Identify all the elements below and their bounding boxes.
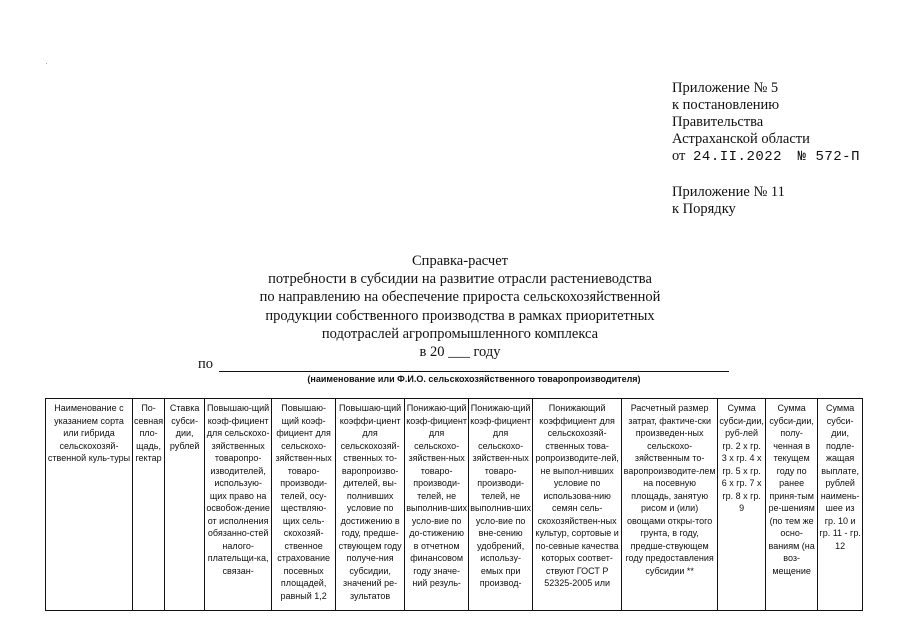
- table-header-cell: Повышаю-щий коэф-фициент для сельскохо-зяйствен-ных товаро-производи-телей, осу-ществляю-щих сель-скохозяй-ственное страхование посевных площадей, равный 1,2: [272, 399, 336, 611]
- title-line: подотраслей агропромышленного комплекса: [321, 325, 599, 342]
- annex-line: Правительства: [672, 114, 764, 130]
- resolution-date: 24.II.2022: [693, 149, 783, 165]
- scan-speck: [46, 63, 47, 64]
- table-header-cell: Повышаю-щий коэффи-циент для сельскохозяй-ственных то-варопроизво-дителей, вы-полнивших условие по достижению в году, предше-ствующем году получе-ния субсидии, значений ре-зультатов: [336, 399, 405, 611]
- table-header-cell: Наименование с указанием сорта или гибрида сельскохозяй-ственной куль-туры: [46, 399, 133, 611]
- table-header-cell: Сумма субси-дии, руб-лей гр. 2 x гр. 3 x гр. 4 x гр. 5 x гр. 6 x гр. 7 x гр. 8 x гр. 9: [718, 399, 766, 611]
- title-line: продукции собственного производства в рамках приоритетных: [265, 307, 655, 324]
- title-line: по направлению на обеспечение прироста сельскохозяйственной: [259, 289, 661, 306]
- table-header-cell: Ставка субси-дии, рублей: [165, 399, 205, 611]
- annex-line: Приложение № 5: [672, 80, 779, 96]
- calculation-table: [45, 398, 863, 611]
- annex-line: Астраханской области: [672, 131, 810, 147]
- title-line: потребности в субсидии на развитие отрасли растениеводства: [268, 271, 652, 288]
- annex-line: к постановлению: [672, 97, 780, 113]
- annex-line: Приложение № 11: [672, 184, 785, 200]
- producer-name-fill-line: [219, 371, 729, 372]
- table-header-cell: Расчетный размер затрат, фактиче-ски произведен-ных сельскохо-зяйственным то-варопроизводите-лем на посевную площадь, занятую рисом и (или) овощами откры-того грунта, в году, предше-ствующем году предоставления субсидии **: [622, 399, 718, 611]
- annex-line: к Порядку: [672, 201, 736, 217]
- resolution-number: № 572-П: [797, 149, 860, 165]
- annex-header-block: [672, 80, 860, 166]
- table-header-cell: Понижаю-щий коэф-фициент для сельскохо-зяйствен-ных товаро-производи-телей, не выполнив-ших усло-вие по вне-сению удобрений, использу-емых при производ-: [469, 399, 533, 611]
- table-header-cell: Понижаю-щий коэф-фициент для сельскохо-зяйствен-ных товаро-производи-телей, не выполнив-ших усло-вие по до-стижению в отчетном финансовом году значе-ний резуль-: [405, 399, 469, 611]
- producer-name-caption: (наименование или Ф.И.О. сельскохозяйственного товаропроизводителя): [307, 374, 641, 384]
- document-title: [200, 252, 720, 361]
- po-label: по: [198, 356, 214, 372]
- annex-date-line: [672, 148, 860, 166]
- table-header-cell: Повышаю-щий коэф-фициент для сельскохо-зяйственных товаропро-изводителей, использую-щих право на освобож-дение от исполнения обязанно-стей налого-плательщи-ка, связан-: [205, 399, 272, 611]
- title-line: в 20 ___ году: [419, 344, 501, 361]
- title-line: Справка-расчет: [412, 253, 508, 269]
- table-header-row: [46, 399, 863, 611]
- date-prefix: от: [672, 148, 686, 164]
- table-header-cell: Сумма субси-дии, полу-ченная в текущем году по ранее приня-тым ре-шениям (по тем же осно-ваниям (на воз-мещение: [766, 399, 818, 611]
- table-header-cell: Понижающий коэффициент для сельскохозяй-ственных това-ропроизводите-лей, не выпол-нивших условие по использова-нию семян сель-скохозяйствен-ных культур, сортовые и по-севные качества которых соответ-ствуют ГОСТ Р 52325-2005 или: [533, 399, 622, 611]
- table-header-cell: По-севная пло-щадь, гектар: [133, 399, 165, 611]
- table-header-cell: Сумма субси-дии, подле-жащая выплате, рублей наимень-шее из гр. 10 и гр. 11 - гр. 12: [818, 399, 863, 611]
- annex-order-block: [672, 184, 785, 218]
